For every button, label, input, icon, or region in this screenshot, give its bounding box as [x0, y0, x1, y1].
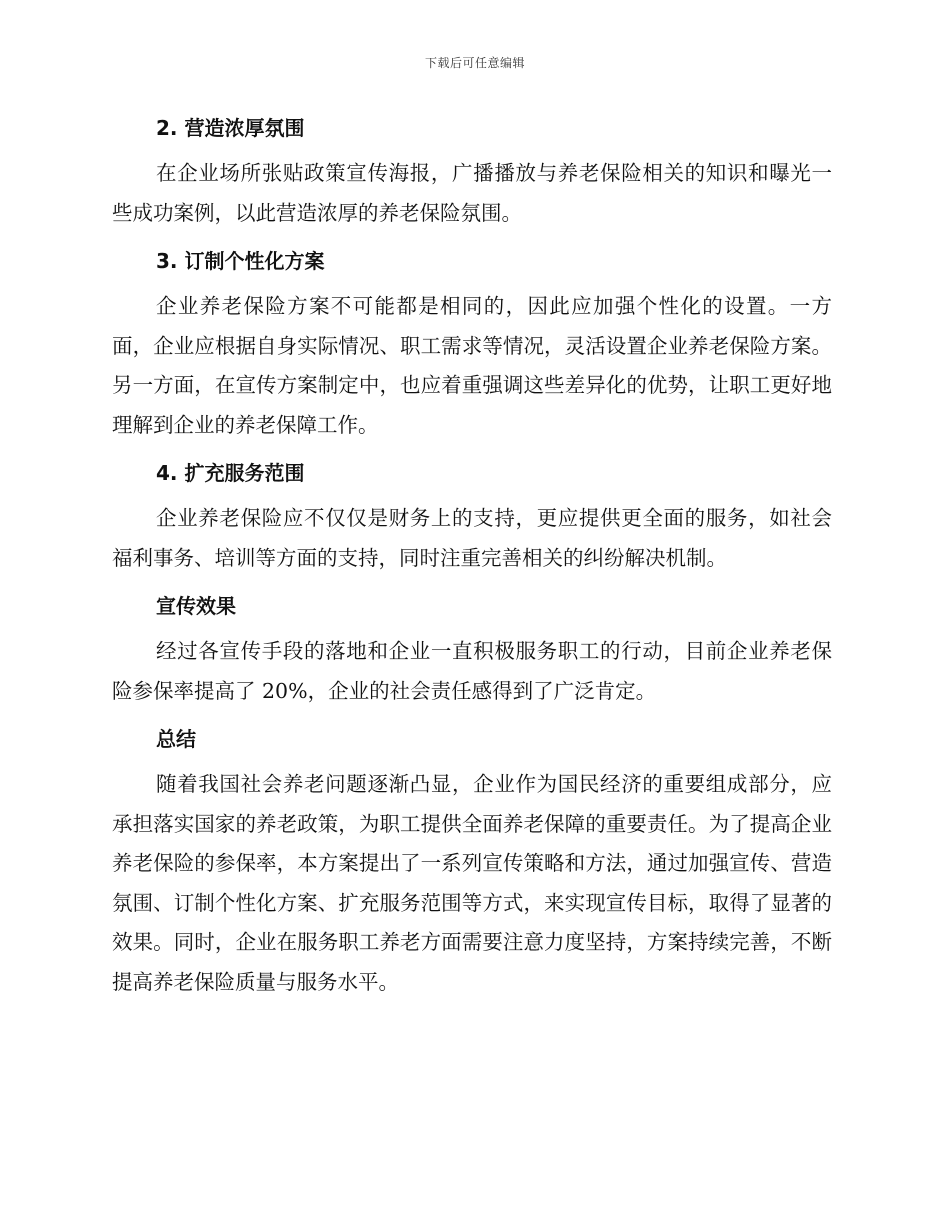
section-heading: 4. 扩充服务范围	[156, 461, 305, 485]
section-heading: 3. 订制个性化方案	[156, 249, 325, 273]
section-heading: 总结	[156, 727, 196, 751]
page-header: 下载后可任意编辑	[424, 56, 525, 70]
section-paragraph: 企业养老保险应不仅仅是财务上的支持，更应提供更全面的服务，如社会福利事务、培训等方面的支持，同时注重完善相关的纠纷解决机制。	[112, 506, 832, 570]
section-heading: 宣传效果	[156, 594, 236, 618]
section-paragraph: 企业养老保险方案不可能都是相同的，因此应加强个性化的设置。一方面，企业应根据自身实际情况、职工需求等情况，灵活设置企业养老保险方案。另一方面，在宣传方案制定中，也应着重强调这些差异化的优势，让职工更好地理解到企业的养老保障工作。	[112, 294, 832, 437]
section-paragraph: 在企业场所张贴政策宣传海报，广播播放与养老保险相关的知识和曝光一些成功案例，以此营造浓厚的养老保险氛围。	[112, 161, 832, 225]
document-body	[112, 108, 832, 1010]
section-paragraph: 随着我国社会养老问题逐渐凸显，企业作为国民经济的重要组成部分，应承担落实国家的养老政策，为职工提供全面养老保障的重要责任。为了提高企业养老保险的参保率，本方案提出了一系列宣传策略和方法，通过加强宣传、营造氛围、订制个性化方案、扩充服务范围等方式，来实现宣传目标，取得了显著的效果。同时，企业在服务职工养老方面需要注意力度坚持，方案持续完善，不断提高养老保险质量与服务水平。	[112, 772, 832, 994]
section-heading: 2. 营造浓厚氛围	[156, 116, 305, 140]
section-paragraph: 经过各宣传手段的落地和企业一直积极服务职工的行动，目前企业养老保险参保率提高了 20%，企业的社会责任感得到了广泛肯定。	[112, 639, 832, 703]
